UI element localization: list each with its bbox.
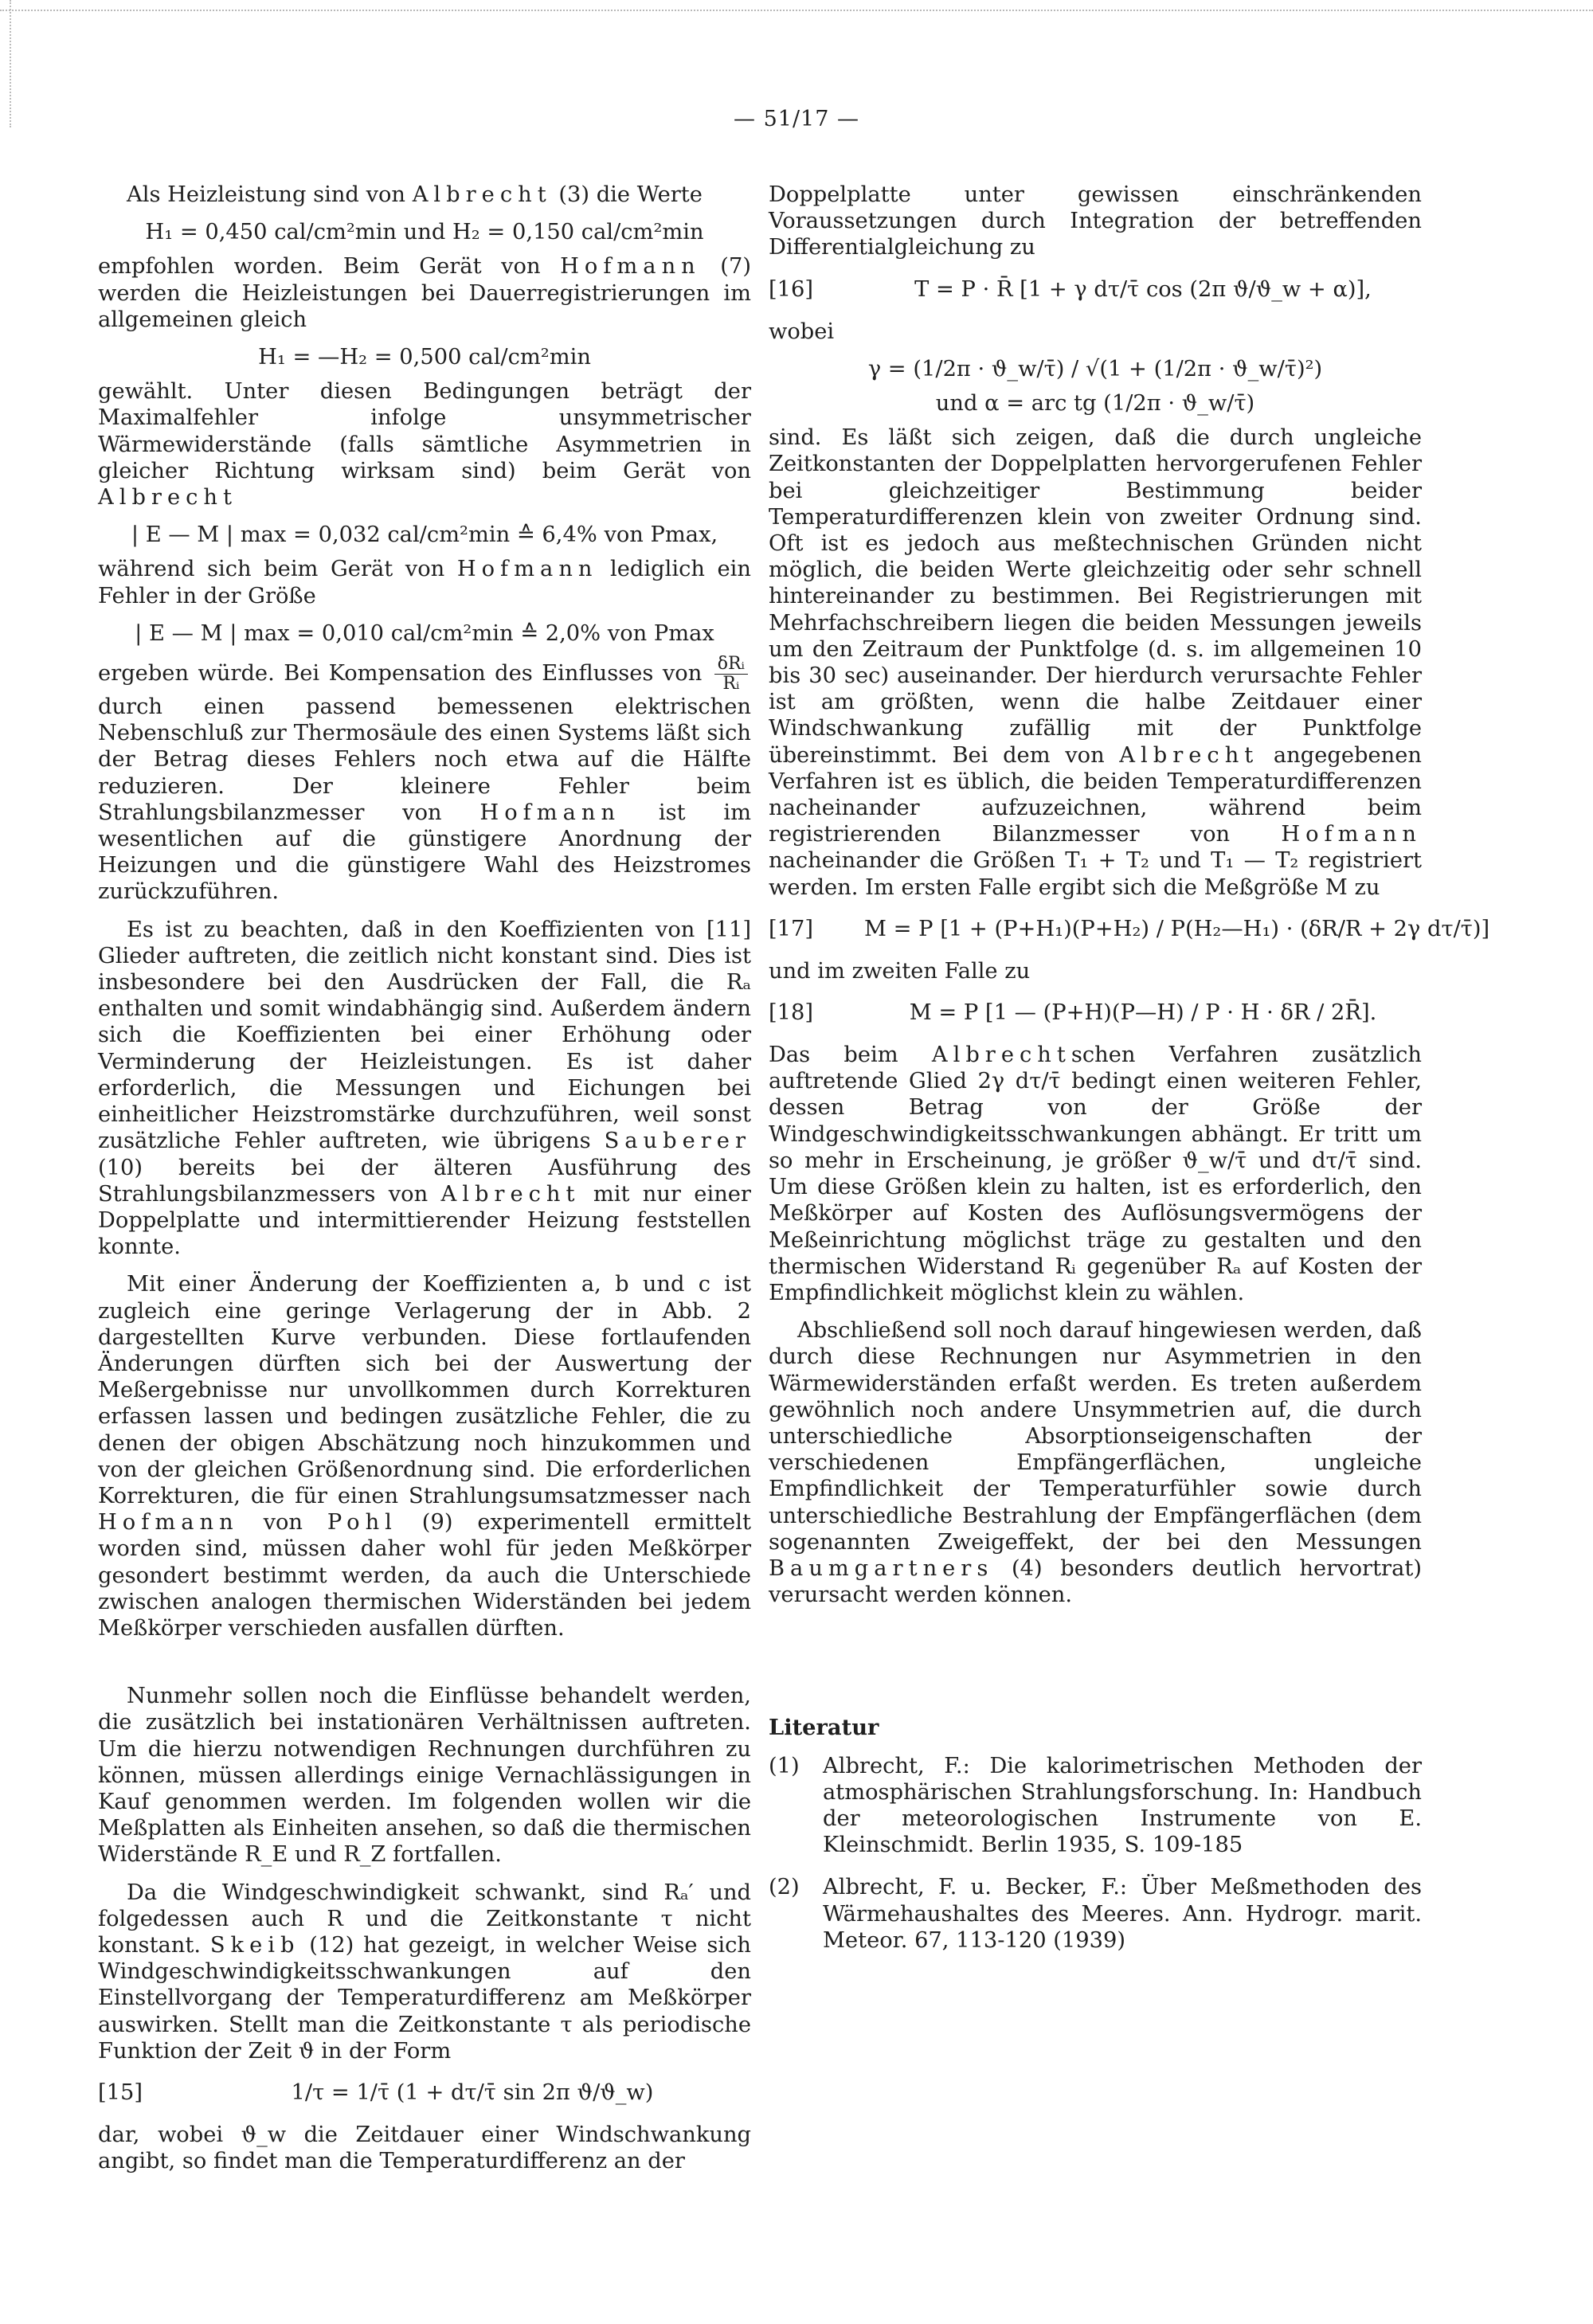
paragraph-windgeschwindigkeit [98,1880,751,2064]
text: Als Heizleistung sind von [127,182,406,207]
reference-text: Albrecht, F. u. Becker, F.: Über Meßmethoden des Wärmehaushaltes des Meeres. Ann. Hydrogr. marit. Meteor. 67, 113-120 (1939) [823,1875,1422,1953]
equation-16 [769,272,1422,307]
paragraph-zeitkonstanten [769,425,1422,901]
equation-h-equal: H₁ = —H₂ = 0,500 cal/cm²min [258,345,591,370]
paragraph-maximalfehler [98,378,751,511]
left-column [98,182,751,2185]
author-name: Albrecht [1119,742,1259,768]
text: schen Verfahren zusätzlich auftretende Glied 2γ dτ/τ̄ bedingt einen weiteren Fehler, dessen Betrag von der Größe der Windgeschwindigkeitsschwankungen abhängt. Er tritt um so mehr in Erscheinung, je größer ϑ_w/τ̄ und dτ/τ̄ sind. Um diese Größen klein zu halten, ist es erforderlich, den Meßkörper auf Kosten des Auflösungsvermögens der Meßeinrichtung möglichst träge zu gestalten und den thermischen Widerstand Rᵢ gegenüber Rₐ auf Kosten der Empfindlichkeit möglichst klein zu wählen. [769,1043,1422,1305]
text: von [263,1510,303,1536]
paragraph-instationaer: Nunmehr sollen noch die Einflüsse behandelt werden, die zusätzlich bei instationären Verhältnissen auftreten. Um die hierzu notwendigen Rechnungen durchführen zu können, müssen allerdings einige Vernachlässigungen in Kauf genommen werden. Im folgenden wollen wir die Meßplatten als Einheiten ansehen, so daß die thermischen Widerstände R_E und R_Z fortfallen. [98,1684,751,1868]
text: Mit einer Änderung der Koeffizienten a, b und c ist zugleich eine geringe Verlagerung der in Abb. 2 dargestellten Kurve verbunden. Diese fortlaufenden Änderungen dürften sich bei der Auswertung der Meßergebnisse nur unvollkommen durch Korrekturen erfassen lassen und bedingen zusätzliche Fehler, die zu denen der obigen Abschätzung noch hinzukommen und von der gleichen Größenordnung sind. Die erforderlichen Korrekturen, die für einen Strahlungsumsatzmesser nach [98,1272,751,1508]
wobei-label: wobei [769,319,835,344]
author-name: Hofmann [560,254,701,280]
spacer [98,1653,751,1683]
author-name: Albrecht [440,1181,581,1207]
text: (3) die Werte [558,182,703,207]
text: Es ist zu beachten, daß in den Koeffizienten von [11] Glieder auftreten, die zeitlich nicht konstant sind. Dies ist insbesondere bei den Ausdrücken der Fall, die Rₐ enthalten und somit windabhängig sind. Außerdem ändern sich die Koeffizienten bei einer Erhöhung oder Verminderung der Heizleistungen. Es ist daher erforderlich, die Messungen und Eichungen bei einheitlicher Heizstromstärke durchzuführen, weil sonst zusätzliche Fehler auftreten, wie übrigens [98,917,751,1154]
equation-error-hofmann: | E — M | max = 0,010 cal/cm²min ≙ 2,0% von Pmax [135,620,714,646]
equation-body: T = P · R̄ [1 + γ dτ/τ̄ cos (2π ϑ/ϑ_w + α)], [914,277,1372,302]
text: Das beim [769,1043,898,1068]
reference-number: (2) [769,1875,800,1900]
equation-h1-h2: H₁ = 0,450 cal/cm²min und H₂ = 0,150 cal/cm²min [145,220,704,245]
author-name: Hofmann [98,1510,239,1536]
denominator: Rᵢ [722,674,740,694]
author-name: Skeib [209,1932,300,1958]
text: angegebenen Verfahren ist es üblich, die beiden Temperaturdifferenzen nacheinander aufzuzeichnen, während beim registrierenden Bilanzmesser von [769,742,1422,847]
author-name: Hofmann [456,557,598,582]
author-name: Albrecht [98,485,237,511]
text: (4) besonders deutlich hervortrat) verursacht werden können. [769,1555,1422,1608]
paragraph-abschliessend [769,1317,1422,1608]
text: sind. Es läßt sich zeigen, daß die durch ungleiche Zeitkonstanten der Doppelplatten hervorgerufenen Fehler bei gleichzeitiger Bestimmung beider Temperaturdifferenzen klein von zweiter Ordnung sind. Oft ist es jedoch aus meßtechnischen Gründen nicht möglich, die beiden Werte gleichzeitig oder sehr schnell hintereinander zu bestimmen. Bei Registrierungen mit Mehrfachschreibern liegen die beiden Messungen jeweils um den Zeitraum der Punktfolge (d. s. im allgemeinen 10 bis 30 sec) auseinander. Der hierdurch verursachte Fehler ist am größten, wenn die halbe Zeitdauer einer Windschwankung zufällig mit der Punktfolge übereinstimmt. Bei dem von [769,425,1422,768]
equation-number: [18] [769,1000,814,1026]
text: durch einen passend bemessenen elektrischen Nebenschluß zur Thermosäule des einen Systems läßt sich der Betrag dieses Fehlers noch etwa auf die Hälfte reduzieren. Der kleinere Fehler beim Strahlungsbilanzmesser von [98,694,751,825]
paragraph-albrechtschen [769,1042,1422,1306]
text: (10) bereits bei der älteren Ausführung des Strahlungsbilanzmessers von [98,1155,751,1207]
reference-item [769,1874,1422,1954]
literature-heading: Literatur [769,1715,879,1741]
text: (7) werden die Heizleistungen bei Dauerregistrierungen im allgemeinen gleich [98,254,751,332]
author-name: Hofmann [1281,822,1422,847]
equation-15 [98,2076,751,2111]
text: Abschließend soll noch darauf hingewiesen werden, daß durch diese Rechnungen nur Asymmetrien in den Wärmewiderständen erfaßt werden. Es treten außerdem gewöhnlich noch andere Unsymmetrien auf, die durch unterschiedliche Absorptionseigenschaften der verschiedenen Empfängerflächen, ungleiche Empfindlichkeit der Temperaturfühler sowie durch unterschiedliche Bestrahlung der Empfängerflächen (dem sogenannten Zweigeffekt, der bei den Messungen [769,1318,1422,1555]
paragraph-koeffizienten [98,917,751,1261]
equation-number: [15] [98,2080,143,2106]
paragraph-heizleistung [98,182,751,208]
author-name: Hofmann [479,800,621,825]
paragraph-zeitdauer: dar, wobei ϑ_w die Zeitdauer einer Windschwankung angibt, so findet man die Temperaturdifferenz an der [98,2123,751,2174]
text: ergeben würde. Bei Kompensation des Einflusses von [98,661,703,687]
equation-17 [769,912,1490,947]
equation-number: [16] [769,277,814,302]
text: ist im wesentlichen auf die günstigere Anordnung der Heizungen und die günstigere Wahl des Heizstromes zurückzuführen. [98,800,751,905]
equation-body: 1/τ = 1/τ̄ (1 + dτ/τ̄ sin 2π ϑ/ϑ_w) [291,2080,654,2106]
reference-item [769,1753,1422,1859]
equation-gamma: γ = (1/2π · ϑ_w/τ̄) / √(1 + (1/2π · ϑ_w/τ̄)²) [867,356,1323,381]
text: nacheinander die Größen T₁ + T₂ und T₁ — T₂ registriert werden. Im ersten Falle ergibt sich die Meßgröße M zu [769,848,1422,900]
text: mit nur einer Doppelplatte und intermittierender Heizung feststellen konnte. [98,1181,751,1260]
author-name: Baumgartners [769,1555,994,1581]
spacer [769,1619,1422,1715]
equation-body: M = P [1 — (P+H)(P—H) / P · H · δR / 2R̄]. [909,1000,1377,1026]
text: während sich beim Gerät von [98,557,445,582]
right-column [769,182,1490,1970]
paragraph-hofmann-error [98,556,751,608]
equation-body: M = P [1 + (P+H₁)(P+H₂) / P(H₂—H₁) · (δR/R + 2γ dτ/τ̄)] [864,917,1490,942]
reference-number: (1) [769,1753,800,1778]
paragraph-aenderung [98,1271,751,1641]
text: empfohlen worden. Beim Gerät von [98,254,541,280]
text: Da die Windgeschwindigkeit schwankt, sind Rₐ′ und folgedessen auch R und die Zeitkonstante τ nicht konstant. [98,1880,751,1958]
reference-list [769,1753,1422,1954]
text: (12) hat gezeigt, in welcher Weise sich Windgeschwindigkeitsschwankungen auf den Einstellvorgang der Temperaturdifferenz am Meßkörper auswirken. Stellt man die Zeitkonstante τ als periodische Funktion der Zeit ϑ in der Form [98,1932,751,2064]
author-name: Sauberer [604,1129,751,1154]
reference-text: Albrecht, F.: Die kalorimetrischen Methoden der atmosphärischen Strahlungsforschung. In: Handbuch der meteorologischen Instrumente von E. Kleinschmidt. Berlin 1935, S. 109-185 [823,1753,1422,1858]
author-name: Albrecht [412,182,552,207]
text: gewählt. Unter diesen Bedingungen beträgt der Maximalfehler infolge unsymmetrischer Wärmewiderstände (falls sämtliche Asymmetrien in gleicher Richtung wirksam sind) beim Gerät von [98,379,751,483]
text: (9) experimentell ermittelt worden sind, müssen daher wohl für jeden Meßkörper gesondert bestimmt werden, da auch die Unterschiede zwischen analogen thermischen Widerständen bei jedem Meßkörper verschieden ausfallen dürften. [98,1510,751,1641]
scan-edge-top [0,10,1593,12]
paragraph-kompensation [98,655,751,906]
author-name: Pohl [327,1510,397,1536]
page-number: — 51/17 — [734,107,859,131]
paragraph-zweiten-falle: und im zweiten Falle zu [769,958,1031,984]
numerator: δRᵢ [714,655,748,675]
author-name: Albrecht [931,1043,1071,1068]
equation-error-albrecht: | E — M | max = 0,032 cal/cm²min ≙ 6,4% von Pmax, [131,522,718,548]
text: lediglich ein Fehler in der Größe [98,557,751,608]
fraction-delta-ri [714,655,748,694]
paragraph-hofmann [98,253,751,333]
equation-18 [769,996,1422,1031]
paragraph-doppelplatte: Doppelplatte unter gewissen einschränkenden Voraussetzungen durch Integration der betreffenden Differentialgleichung zu [769,182,1422,260]
equation-number: [17] [769,917,814,942]
equation-alpha: und α = arc tg (1/2π · ϑ_w/τ̄) [935,391,1255,417]
